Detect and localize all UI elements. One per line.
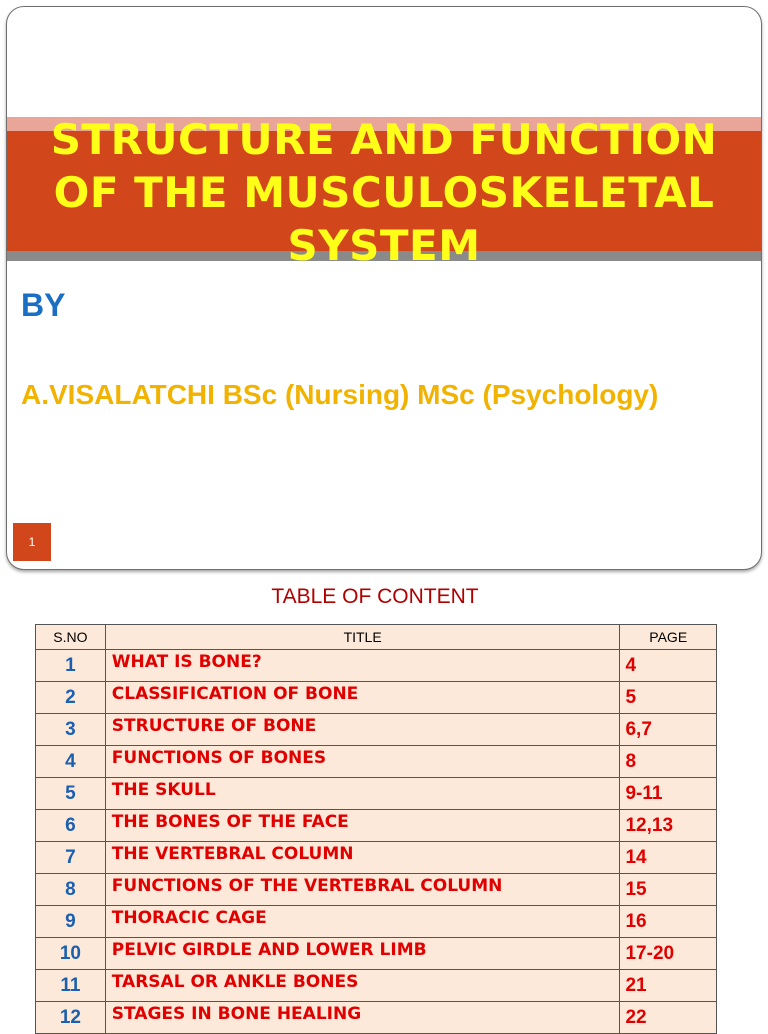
row-page: 16 bbox=[620, 906, 717, 938]
column-header-title: TITLE bbox=[105, 625, 620, 650]
row-sno: 2 bbox=[36, 682, 106, 714]
row-sno: 4 bbox=[36, 746, 106, 778]
row-page: 6,7 bbox=[620, 714, 717, 746]
table-row bbox=[36, 874, 717, 906]
row-title: THE SKULL bbox=[105, 778, 620, 810]
row-title: PELVIC GIRDLE AND LOWER LIMB bbox=[105, 938, 620, 970]
table-row bbox=[36, 714, 717, 746]
table-row bbox=[36, 842, 717, 874]
slide-title-line: STRUCTURE AND FUNCTION bbox=[50, 115, 718, 164]
table-row bbox=[36, 810, 717, 842]
column-header-page: PAGE bbox=[620, 625, 717, 650]
row-sno: 7 bbox=[36, 842, 106, 874]
title-slide bbox=[6, 6, 762, 570]
row-title: WHAT IS BONE? bbox=[105, 650, 620, 682]
row-page: 22 bbox=[620, 1002, 717, 1034]
toc-heading: TABLE OF CONTENT bbox=[271, 585, 479, 608]
row-sno: 9 bbox=[36, 906, 106, 938]
table-row bbox=[36, 906, 717, 938]
row-title: FUNCTIONS OF THE VERTEBRAL COLUMN bbox=[105, 874, 620, 906]
table-row bbox=[36, 1002, 717, 1034]
table-row bbox=[36, 682, 717, 714]
table-row bbox=[36, 650, 717, 682]
row-sno: 5 bbox=[36, 778, 106, 810]
row-sno: 1 bbox=[36, 650, 106, 682]
table-row bbox=[36, 970, 717, 1002]
row-title: STRUCTURE OF BONE bbox=[105, 714, 620, 746]
toc-table bbox=[35, 624, 717, 1034]
slide-title-line: OF THE MUSCULOSKELETAL bbox=[53, 168, 715, 217]
row-title: STAGES IN BONE HEALING bbox=[105, 1002, 620, 1034]
slide-title-line: SYSTEM bbox=[287, 221, 481, 270]
row-page: 14 bbox=[620, 842, 717, 874]
row-sno: 12 bbox=[36, 1002, 106, 1034]
row-title: TARSAL OR ANKLE BONES bbox=[105, 970, 620, 1002]
author-line: A.VISALATCHI BSc (Nursing) MSc (Psychology) bbox=[21, 379, 659, 410]
row-sno: 11 bbox=[36, 970, 106, 1002]
slide-number-badge: 1 bbox=[13, 523, 51, 561]
table-row bbox=[36, 746, 717, 778]
row-sno: 8 bbox=[36, 874, 106, 906]
table-row bbox=[36, 938, 717, 970]
row-page: 5 bbox=[620, 682, 717, 714]
row-title: FUNCTIONS OF BONES bbox=[105, 746, 620, 778]
row-page: 21 bbox=[620, 970, 717, 1002]
column-header-sno: S.NO bbox=[36, 625, 106, 650]
row-sno: 3 bbox=[36, 714, 106, 746]
toc-header-row bbox=[36, 625, 717, 650]
row-page: 12,13 bbox=[620, 810, 717, 842]
row-title: THE BONES OF THE FACE bbox=[105, 810, 620, 842]
row-page: 4 bbox=[620, 650, 717, 682]
row-title: CLASSIFICATION OF BONE bbox=[105, 682, 620, 714]
row-sno: 6 bbox=[36, 810, 106, 842]
row-title: THE VERTEBRAL COLUMN bbox=[105, 842, 620, 874]
table-row bbox=[36, 778, 717, 810]
row-page: 15 bbox=[620, 874, 717, 906]
row-page: 8 bbox=[620, 746, 717, 778]
by-label: BY bbox=[21, 287, 66, 323]
slide-title bbox=[7, 113, 761, 272]
row-page: 9-11 bbox=[620, 778, 717, 810]
row-sno: 10 bbox=[36, 938, 106, 970]
row-page: 17-20 bbox=[620, 938, 717, 970]
row-title: THORACIC CAGE bbox=[105, 906, 620, 938]
